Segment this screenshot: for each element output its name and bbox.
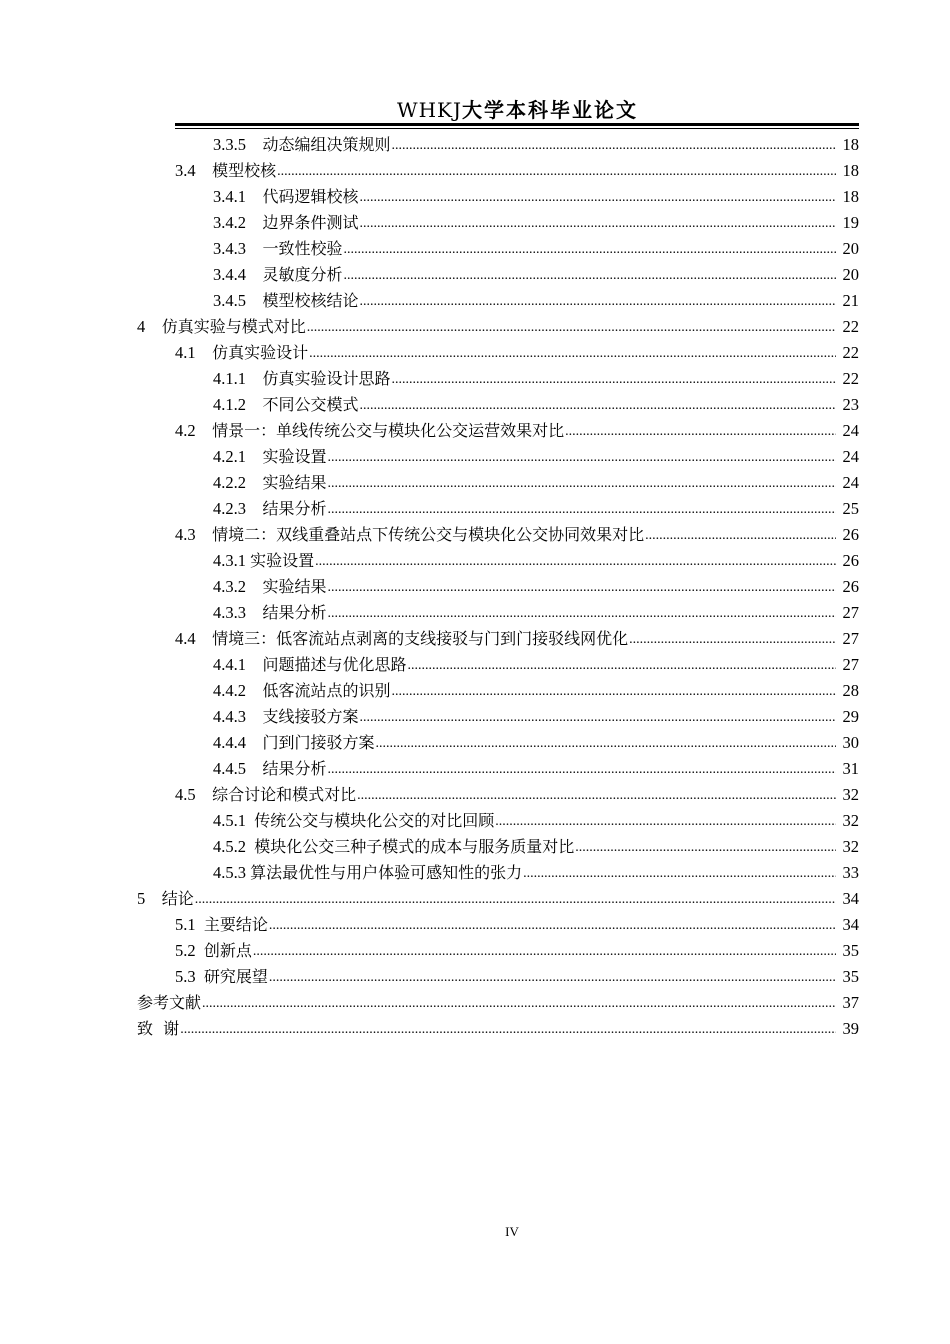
toc-entry-title: 低客流站点的识别 bbox=[262, 681, 391, 700]
toc-entry-page: 20 bbox=[842, 239, 859, 258]
toc-entry-title: 动态编组决策规则 bbox=[262, 135, 391, 154]
toc-entry-number: 4.5.2 bbox=[213, 837, 246, 856]
toc-dot-leader bbox=[392, 137, 836, 155]
toc-dot-leader bbox=[645, 527, 836, 545]
toc-entry-number: 4.4.5 bbox=[213, 759, 246, 778]
toc-dot-leader bbox=[392, 683, 836, 701]
toc-entry-number: 4.1.2 bbox=[213, 395, 246, 414]
toc-entry[interactable] bbox=[0, 233, 950, 259]
toc-entry-page: 24 bbox=[842, 421, 859, 440]
toc-entry-page: 24 bbox=[842, 473, 859, 492]
toc-entry-number: 4.4.2 bbox=[213, 681, 246, 700]
header-title: 大学本科毕业论文 bbox=[461, 98, 638, 122]
toc-entry[interactable] bbox=[0, 519, 950, 545]
toc-entry-number: 5.1 bbox=[175, 915, 196, 934]
toc-entry-spacer bbox=[246, 291, 263, 311]
toc-entry-title: 问题描述与优化思路 bbox=[262, 655, 407, 674]
toc-entry-spacer bbox=[246, 265, 263, 285]
toc-entry[interactable] bbox=[0, 389, 950, 415]
toc-entry-title: 实验设置 bbox=[250, 551, 315, 570]
toc-entry[interactable] bbox=[0, 961, 950, 987]
toc-entry-spacer bbox=[196, 915, 204, 935]
toc-entry[interactable] bbox=[0, 337, 950, 363]
toc-entry[interactable] bbox=[0, 545, 950, 571]
toc-entry-number: 4.3 bbox=[175, 525, 196, 544]
toc-entry-number: 4.4.1 bbox=[213, 655, 246, 674]
toc-entry[interactable] bbox=[0, 363, 950, 389]
toc-entry-page: 32 bbox=[842, 785, 859, 804]
toc-entry-title: 结果分析 bbox=[262, 759, 327, 778]
header-rule-thick bbox=[175, 123, 859, 126]
toc-entry-spacer bbox=[196, 785, 213, 805]
toc-entry[interactable] bbox=[0, 987, 950, 1013]
toc-entry[interactable] bbox=[0, 727, 950, 753]
toc-dot-leader bbox=[360, 397, 836, 415]
toc-entry-number: 4.5 bbox=[175, 785, 196, 804]
toc-entry[interactable] bbox=[0, 155, 950, 181]
toc-entry-title: 结果分析 bbox=[262, 603, 327, 622]
toc-dot-leader bbox=[328, 579, 836, 597]
toc-entry[interactable] bbox=[0, 285, 950, 311]
toc-entry-number: 5.3 bbox=[175, 967, 196, 986]
toc-dot-leader bbox=[269, 969, 836, 987]
toc-dot-leader bbox=[376, 735, 836, 753]
toc-entry-page: 29 bbox=[842, 707, 859, 726]
toc-entry-number: 5 bbox=[137, 889, 146, 908]
toc-entry-title: 灵敏度分析 bbox=[262, 265, 343, 284]
toc-entry-spacer bbox=[246, 811, 254, 831]
toc-entry-number: 4.3.3 bbox=[213, 603, 246, 622]
toc-entry[interactable] bbox=[0, 597, 950, 623]
toc-dot-leader bbox=[328, 605, 836, 623]
toc-entry-page: 32 bbox=[842, 837, 859, 856]
toc-entry-title: 模块化公交三种子模式的成本与服务质量对比 bbox=[254, 837, 575, 856]
toc-entry-title: 支线接驳方案 bbox=[262, 707, 359, 726]
toc-dot-leader bbox=[523, 865, 836, 883]
toc-dot-leader bbox=[277, 163, 836, 181]
toc-entry-number: 3.4 bbox=[175, 161, 196, 180]
toc-entry-page: 33 bbox=[842, 863, 859, 882]
toc-entry-page: 35 bbox=[842, 967, 859, 986]
toc-entry-spacer bbox=[196, 343, 213, 363]
toc-entry[interactable] bbox=[0, 441, 950, 467]
toc-entry[interactable] bbox=[0, 623, 950, 649]
toc-entry-title: 情景一：单线传统公交与模块化公交运营效果对比 bbox=[212, 421, 565, 440]
toc-entry-number: 4.2 bbox=[175, 421, 196, 440]
toc-entry-number: 3.4.4 bbox=[213, 265, 246, 284]
toc-dot-leader bbox=[309, 345, 836, 363]
toc-entry-title: 传统公交与模块化公交的对比回顾 bbox=[254, 811, 495, 830]
toc-entry-spacer bbox=[246, 369, 263, 389]
toc-dot-leader bbox=[360, 709, 836, 727]
toc-entry-number: 4.5.1 bbox=[213, 811, 246, 830]
toc-entry-number: 3.4.1 bbox=[213, 187, 246, 206]
toc-entry-page: 37 bbox=[842, 993, 859, 1012]
toc-entry-page: 34 bbox=[842, 915, 859, 934]
toc-entry[interactable] bbox=[0, 857, 950, 883]
toc-entry-title: 研究展望 bbox=[203, 967, 268, 986]
toc-entry-page: 32 bbox=[842, 811, 859, 830]
toc-entry-page: 39 bbox=[842, 1019, 859, 1038]
toc-entry[interactable] bbox=[0, 467, 950, 493]
toc-dot-leader bbox=[328, 475, 836, 493]
toc-entry-number: 4.1 bbox=[175, 343, 196, 362]
toc-entry-page: 22 bbox=[842, 369, 859, 388]
toc-entry-number: 4.4.3 bbox=[213, 707, 246, 726]
toc-entry[interactable] bbox=[0, 883, 950, 909]
toc-entry-spacer bbox=[145, 317, 162, 337]
toc-entry[interactable] bbox=[0, 259, 950, 285]
toc-entry-title: 实验设置 bbox=[262, 447, 327, 466]
toc-dot-leader bbox=[269, 917, 836, 935]
running-header bbox=[0, 94, 950, 123]
toc-entry-page: 31 bbox=[842, 759, 859, 778]
toc-entry-title: 边界条件测试 bbox=[262, 213, 359, 232]
toc-entry-number: 3.4.2 bbox=[213, 213, 246, 232]
toc-entry-spacer bbox=[246, 577, 263, 597]
toc-entry[interactable] bbox=[0, 831, 950, 857]
toc-entry-spacer bbox=[246, 681, 263, 701]
toc-dot-leader bbox=[202, 995, 836, 1013]
toc-entry-number: 5.2 bbox=[175, 941, 196, 960]
toc-entry-number: 3.3.5 bbox=[213, 135, 246, 154]
toc-dot-leader bbox=[344, 267, 836, 285]
toc-entry-spacer bbox=[246, 135, 263, 155]
toc-dot-leader bbox=[565, 423, 836, 441]
toc-entry-spacer bbox=[196, 525, 213, 545]
toc-entry-spacer bbox=[246, 447, 263, 467]
toc-entry-title: 结论 bbox=[161, 889, 194, 908]
toc-entry-title: 一致性校验 bbox=[262, 239, 343, 258]
toc-entry-title: 实验结果 bbox=[262, 473, 327, 492]
toc-entry-spacer bbox=[246, 187, 263, 207]
toc-entry-number: 3.4.5 bbox=[213, 291, 246, 310]
toc-dot-leader bbox=[360, 215, 836, 233]
toc-entry-title: 不同公交模式 bbox=[262, 395, 359, 414]
toc-entry-title: 主要结论 bbox=[203, 915, 268, 934]
toc-entry-page: 26 bbox=[842, 551, 859, 570]
toc-dot-leader bbox=[575, 839, 836, 857]
toc-entry-number: 4.3.1 bbox=[213, 551, 246, 570]
toc-dot-leader bbox=[360, 189, 836, 207]
toc-dot-leader bbox=[253, 943, 836, 961]
toc-entry[interactable] bbox=[0, 415, 950, 441]
toc-entry-spacer bbox=[246, 499, 263, 519]
toc-entry-title: 门到门接驳方案 bbox=[262, 733, 375, 752]
toc-entry-page: 30 bbox=[842, 733, 859, 752]
toc-entry[interactable] bbox=[0, 1013, 950, 1039]
toc-entry-page: 27 bbox=[842, 629, 859, 648]
toc-entry[interactable] bbox=[0, 753, 950, 779]
toc-dot-leader bbox=[195, 891, 836, 909]
toc-entry-title: 综合讨论和模式对比 bbox=[212, 785, 357, 804]
toc-entry-title: 仿真实验与模式对比 bbox=[161, 317, 306, 336]
header-prefix: WHKJ bbox=[397, 98, 462, 122]
toc-entry-title: 仿真实验设计 bbox=[212, 343, 309, 362]
toc-entry-page: 19 bbox=[842, 213, 859, 232]
toc-entry-title: 算法最优性与用户体验可感知性的张力 bbox=[250, 863, 523, 882]
toc-entry-page: 21 bbox=[842, 291, 859, 310]
toc-entry-title: 模型校核 bbox=[212, 161, 277, 180]
toc-entry-title: 创新点 bbox=[203, 941, 252, 960]
table-of-contents bbox=[0, 129, 950, 1039]
toc-entry-title: 代码逻辑校核 bbox=[262, 187, 359, 206]
toc-entry[interactable] bbox=[0, 701, 950, 727]
toc-entry[interactable] bbox=[0, 129, 950, 155]
toc-entry-page: 18 bbox=[842, 187, 859, 206]
toc-entry-number: 3.4.3 bbox=[213, 239, 246, 258]
toc-entry-title: 参考文献 bbox=[137, 993, 202, 1012]
toc-entry[interactable] bbox=[0, 909, 950, 935]
toc-entry-page: 34 bbox=[842, 889, 859, 908]
toc-entry-number: 4.2.2 bbox=[213, 473, 246, 492]
page-number: IV bbox=[505, 1224, 519, 1239]
toc-entry[interactable] bbox=[0, 779, 950, 805]
toc-entry-spacer bbox=[246, 473, 263, 493]
toc-entry-page: 18 bbox=[842, 161, 859, 180]
toc-entry-spacer bbox=[196, 941, 204, 961]
toc-dot-leader bbox=[328, 449, 836, 467]
toc-entry-spacer bbox=[246, 655, 263, 675]
toc-entry[interactable] bbox=[0, 207, 950, 233]
toc-entry-spacer bbox=[246, 213, 263, 233]
toc-entry-spacer bbox=[196, 421, 213, 441]
toc-entry-title: 致 谢 bbox=[137, 1019, 180, 1038]
toc-entry-page: 24 bbox=[842, 447, 859, 466]
toc-entry-spacer bbox=[196, 161, 213, 181]
toc-dot-leader bbox=[344, 241, 836, 259]
toc-entry-page: 20 bbox=[842, 265, 859, 284]
toc-dot-leader bbox=[315, 553, 836, 571]
toc-entry-spacer bbox=[246, 759, 263, 779]
toc-entry[interactable] bbox=[0, 311, 950, 337]
toc-entry-title: 情境三：低客流站点剥离的支线接驳与门到门接驳线网优化 bbox=[212, 629, 629, 648]
toc-dot-leader bbox=[408, 657, 836, 675]
toc-entry-page: 26 bbox=[842, 577, 859, 596]
toc-entry-spacer bbox=[145, 889, 162, 909]
toc-dot-leader bbox=[328, 501, 836, 519]
toc-entry-title: 仿真实验设计思路 bbox=[262, 369, 391, 388]
toc-entry-title: 模型校核结论 bbox=[262, 291, 359, 310]
toc-entry[interactable] bbox=[0, 181, 950, 207]
toc-entry-page: 25 bbox=[842, 499, 859, 518]
toc-entry[interactable] bbox=[0, 935, 950, 961]
toc-entry-number: 4.3.2 bbox=[213, 577, 246, 596]
toc-dot-leader bbox=[307, 319, 836, 337]
toc-entry-spacer bbox=[246, 837, 254, 857]
toc-dot-leader bbox=[328, 761, 836, 779]
toc-entry-number: 4.4.4 bbox=[213, 733, 246, 752]
toc-entry[interactable] bbox=[0, 571, 950, 597]
toc-dot-leader bbox=[360, 293, 836, 311]
toc-entry[interactable] bbox=[0, 805, 950, 831]
toc-entry-number: 4.4 bbox=[175, 629, 196, 648]
toc-dot-leader bbox=[180, 1021, 836, 1039]
toc-entry-page: 23 bbox=[842, 395, 859, 414]
toc-entry-page: 22 bbox=[842, 343, 859, 362]
toc-entry[interactable] bbox=[0, 493, 950, 519]
toc-entry-spacer bbox=[196, 967, 204, 987]
toc-entry-number: 4.1.1 bbox=[213, 369, 246, 388]
toc-entry-title: 情境二：双线重叠站点下传统公交与模块化公交协同效果对比 bbox=[212, 525, 645, 544]
toc-entry-spacer bbox=[246, 603, 263, 623]
toc-entry-page: 26 bbox=[842, 525, 859, 544]
toc-entry-page: 27 bbox=[842, 603, 859, 622]
toc-entry-spacer bbox=[246, 707, 263, 727]
toc-entry[interactable] bbox=[0, 675, 950, 701]
toc-dot-leader bbox=[629, 631, 836, 649]
toc-entry-page: 35 bbox=[842, 941, 859, 960]
toc-entry-number: 4 bbox=[137, 317, 146, 336]
toc-entry-number: 4.2.3 bbox=[213, 499, 246, 518]
toc-dot-leader bbox=[357, 787, 836, 805]
toc-entry-page: 28 bbox=[842, 681, 859, 700]
toc-entry-page: 18 bbox=[842, 135, 859, 154]
toc-entry-page: 22 bbox=[842, 317, 859, 336]
toc-entry-spacer bbox=[246, 733, 263, 753]
toc-dot-leader bbox=[495, 813, 836, 831]
toc-entry[interactable] bbox=[0, 649, 950, 675]
toc-entry-number: 4.2.1 bbox=[213, 447, 246, 466]
toc-dot-leader bbox=[392, 371, 836, 389]
toc-entry-number: 4.5.3 bbox=[213, 863, 246, 882]
toc-entry-spacer bbox=[196, 629, 213, 649]
toc-entry-page: 27 bbox=[842, 655, 859, 674]
toc-entry-spacer bbox=[246, 395, 263, 415]
toc-entry-title: 结果分析 bbox=[262, 499, 327, 518]
toc-entry-spacer bbox=[246, 239, 263, 259]
toc-entry-title: 实验结果 bbox=[262, 577, 327, 596]
